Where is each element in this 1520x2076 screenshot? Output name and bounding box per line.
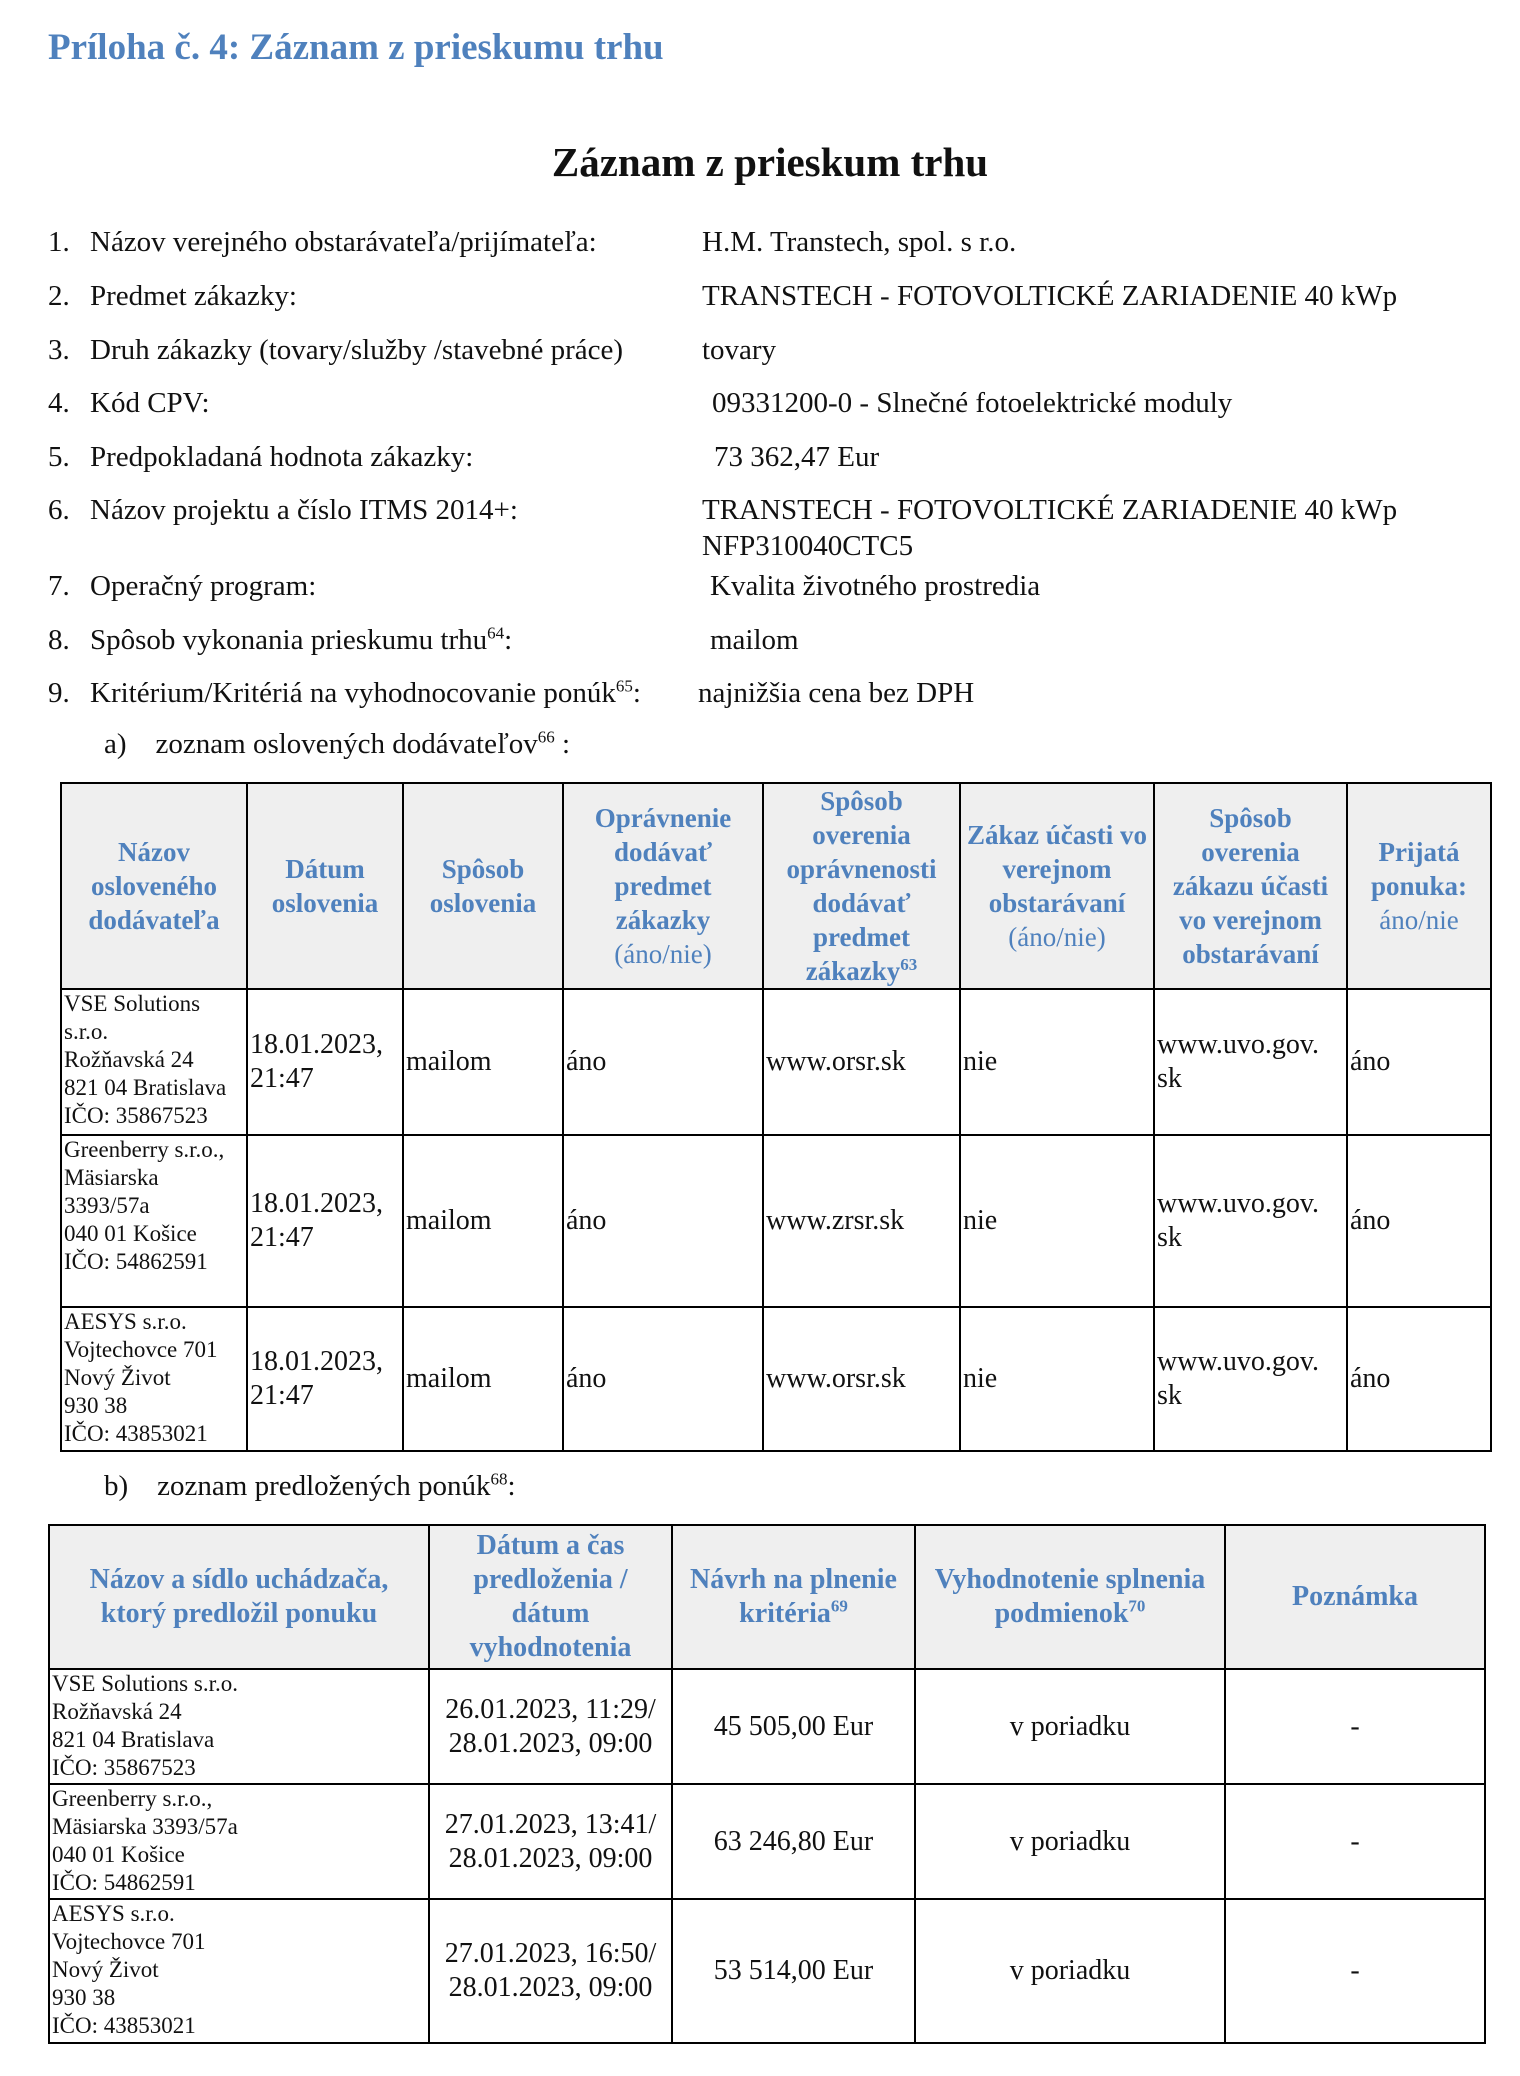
ban-cell: nie: [960, 1307, 1154, 1451]
accepted-cell: áno: [1347, 989, 1491, 1135]
date-cell: 18.01.2023, 21:47: [247, 1135, 403, 1307]
supplier-cell: Greenberry s.r.o., Mäsiarska 3393/57a 040 01 Košice IČO: 54862591: [61, 1135, 247, 1307]
bidder-cell: AESYS s.r.o. Vojtechovce 701 Nový Život 930 38 IČO: 43853021: [49, 1899, 429, 2043]
table-row: [61, 1307, 1491, 1451]
field-label: Kritérium/Kritériá na vyhodnocovanie ponúk$^{65}$:: [90, 676, 641, 709]
field-number: 5.: [48, 441, 70, 473]
suppliers-table: [60, 782, 1492, 1452]
col-bidder: Názov a sídlo uchádzača, ktorý predložil ponuku: [49, 1525, 429, 1669]
field-number: 7.: [48, 570, 70, 602]
field-value: najnižšia cena bez DPH: [698, 677, 975, 709]
field-label: Názov projektu a číslo ITMS 2014+:: [90, 494, 518, 526]
field-value: TRANSTECH - FOTOVOLTICKÉ ZARIADENIE 40 kWp: [702, 280, 1398, 312]
document-title: Záznam z prieskum trhu: [551, 139, 989, 185]
col-note: Poznámka: [1225, 1525, 1485, 1669]
evaluation-cell: v poriadku: [915, 1669, 1225, 1784]
field-number: 9.: [48, 677, 70, 709]
field-value: 09331200-0 - Slnečné fotoelektrické moduly: [712, 387, 1233, 419]
method-cell: mailom: [403, 989, 563, 1135]
authorized-cell: áno: [563, 989, 763, 1135]
field-value-itms: NFP310040CTC5: [702, 530, 914, 562]
field-number: 6.: [48, 494, 70, 526]
field-value: tovary: [702, 334, 777, 366]
col-offer-accepted: Prijatá ponuka: áno/nie: [1347, 783, 1491, 989]
section-a-heading: a) zoznam oslovených dodávateľov$^{66}$ :: [104, 727, 571, 760]
bidder-cell: Greenberry s.r.o., Mäsiarska 3393/57a 040 01 Košice IČO: 54862591: [49, 1784, 429, 1899]
suppliers-header-row: [61, 783, 1491, 989]
table-row: [61, 1135, 1491, 1307]
ban-verify-cell: www.uvo.gov. sk: [1154, 1135, 1347, 1307]
authorized-cell: áno: [563, 1135, 763, 1307]
datetime-cell: 27.01.2023, 13:41/ 28.01.2023, 09:00: [429, 1784, 672, 1899]
col-authorization-verification: Spôsob overenia oprávnenosti dodávať predmet zákazky$^{63}$: [763, 783, 960, 989]
offer-cell: 53 514,00 Eur: [672, 1899, 915, 2043]
field-number: 2.: [48, 280, 70, 312]
date-cell: 18.01.2023, 21:47: [247, 989, 403, 1135]
field-label: Kód CPV:: [90, 387, 210, 419]
field-value: TRANSTECH - FOTOVOLTICKÉ ZARIADENIE 40 kWp: [702, 494, 1398, 526]
offers-header-row: [49, 1525, 1485, 1669]
table-row: [49, 1784, 1485, 1899]
col-participation-ban: Zákaz účasti vo verejnom obstarávaní (áno/nie): [960, 783, 1154, 989]
evaluation-cell: v poriadku: [915, 1784, 1225, 1899]
field-label: Predpokladaná hodnota zákazky:: [90, 441, 474, 473]
evaluation-cell: v poriadku: [915, 1899, 1225, 2043]
ban-verify-cell: www.uvo.gov. sk: [1154, 1307, 1347, 1451]
note-cell: -: [1225, 1784, 1485, 1899]
col-ban-verification: Spôsob overenia zákazu účasti vo verejnom obstarávaní: [1154, 783, 1347, 989]
table-row: [49, 1899, 1485, 2043]
annex-title: Príloha č. 4: Záznam z prieskumu trhu: [48, 27, 664, 68]
offer-cell: 63 246,80 Eur: [672, 1784, 915, 1899]
field-label: Druh zákazky (tovary/služby /stavebné práce): [90, 334, 624, 366]
method-cell: mailom: [403, 1135, 563, 1307]
accepted-cell: áno: [1347, 1307, 1491, 1451]
footnote-ref: 64: [487, 623, 505, 643]
field-number: 4.: [48, 387, 70, 419]
col-evaluation: Vyhodnotenie splnenia podmienok$^{70}$: [915, 1525, 1225, 1669]
field-label: Názov verejného obstarávateľa/prijímateľa:: [90, 226, 597, 258]
ban-cell: nie: [960, 1135, 1154, 1307]
verify-cell: www.orsr.sk: [763, 989, 960, 1135]
offers-table: [48, 1524, 1486, 2044]
footnote-ref: 65: [615, 676, 633, 696]
col-contact-method: Spôsob oslovenia: [403, 783, 563, 989]
field-value: mailom: [710, 624, 799, 656]
field-label: Operačný program:: [90, 570, 317, 602]
datetime-cell: 26.01.2023, 11:29/ 28.01.2023, 09:00: [429, 1669, 672, 1784]
verify-cell: www.orsr.sk: [763, 1307, 960, 1451]
supplier-cell: VSE Solutions s.r.o. Rožňavská 24 821 04 Bratislava IČO: 35867523: [61, 989, 247, 1135]
field-number: 3.: [48, 334, 70, 366]
field-number: 1.: [48, 226, 70, 258]
date-cell: 18.01.2023, 21:47: [247, 1307, 403, 1451]
col-contact-date: Dátum oslovenia: [247, 783, 403, 989]
table-row: [49, 1669, 1485, 1784]
footnote-ref: 66: [537, 727, 555, 747]
note-cell: -: [1225, 1899, 1485, 2043]
field-label: Predmet zákazky:: [90, 280, 297, 312]
col-criterion-offer: Návrh na plnenie kritéria$^{69}$: [672, 1525, 915, 1669]
note-cell: -: [1225, 1669, 1485, 1784]
ban-cell: nie: [960, 989, 1154, 1135]
section-b-heading: b) zoznam predložených ponúk$^{68}$:: [104, 1469, 516, 1502]
verify-cell: www.zrsr.sk: [763, 1135, 960, 1307]
col-authorized: Oprávnenie dodávať predmet zákazky (áno/nie): [563, 783, 763, 989]
accepted-cell: áno: [1347, 1135, 1491, 1307]
bidder-cell: VSE Solutions s.r.o. Rožňavská 24 821 04 Bratislava IČO: 35867523: [49, 1669, 429, 1784]
field-label: Spôsob vykonania prieskumu trhu$^{64}$:: [90, 623, 513, 656]
field-value: H.M. Transtech, spol. s r.o.: [702, 226, 1017, 258]
field-value: 73 362,47 Eur: [714, 441, 880, 473]
footnote-ref: 68: [490, 1469, 508, 1489]
authorized-cell: áno: [563, 1307, 763, 1451]
method-cell: mailom: [403, 1307, 563, 1451]
table-row: [61, 989, 1491, 1135]
ban-verify-cell: www.uvo.gov. sk: [1154, 989, 1347, 1135]
field-value: Kvalita životného prostredia: [710, 570, 1041, 602]
col-submission-date: Dátum a čas predloženia / dátum vyhodnotenia: [429, 1525, 672, 1669]
field-number: 8.: [48, 624, 70, 656]
supplier-cell: AESYS s.r.o. Vojtechovce 701 Nový Život 930 38 IČO: 43853021: [61, 1307, 247, 1451]
col-supplier-name: Názov osloveného dodávateľa: [61, 783, 247, 989]
datetime-cell: 27.01.2023, 16:50/ 28.01.2023, 09:00: [429, 1899, 672, 2043]
offer-cell: 45 505,00 Eur: [672, 1669, 915, 1784]
